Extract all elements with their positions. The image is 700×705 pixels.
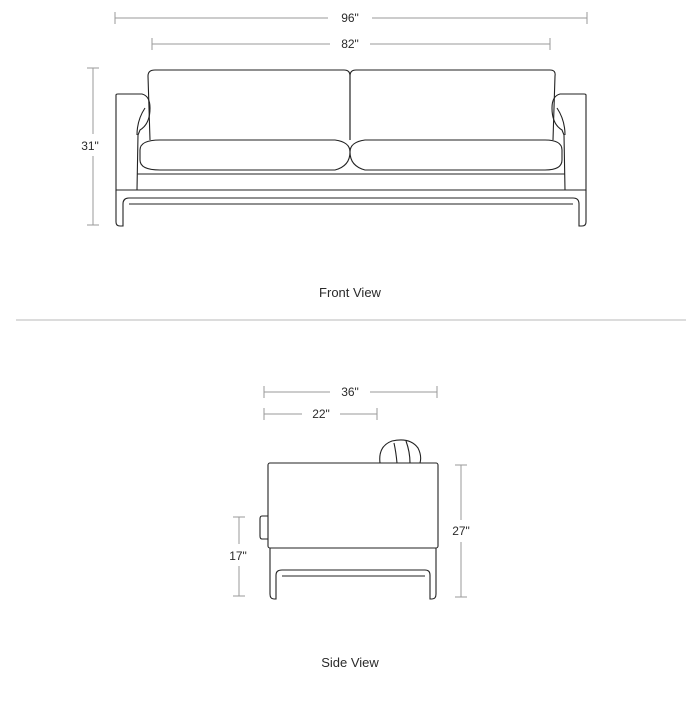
front-view-caption: Front View — [319, 285, 381, 300]
side-height-label: 27" — [452, 524, 470, 538]
front-seat-width-dimension — [152, 37, 550, 51]
side-seat-height-label: 17" — [229, 549, 247, 563]
side-seat-depth-label: 22" — [312, 407, 330, 421]
sofa-front-drawing — [116, 70, 586, 226]
side-height-dimension — [452, 465, 470, 597]
front-view — [81, 11, 587, 300]
front-overall-width-dimension — [115, 11, 587, 25]
front-overall-width-label: 96" — [341, 11, 359, 25]
front-height-dimension — [81, 68, 99, 225]
side-view-caption: Side View — [321, 655, 379, 670]
front-height-label: 31" — [81, 139, 99, 153]
side-seat-depth-dimension — [264, 407, 377, 421]
side-view — [229, 385, 470, 670]
side-overall-depth-label: 36" — [341, 385, 359, 399]
side-overall-depth-dimension — [264, 385, 437, 399]
side-seat-height-dimension — [229, 517, 247, 596]
sofa-side-drawing — [260, 440, 438, 599]
front-seat-width-label: 82" — [341, 37, 359, 51]
